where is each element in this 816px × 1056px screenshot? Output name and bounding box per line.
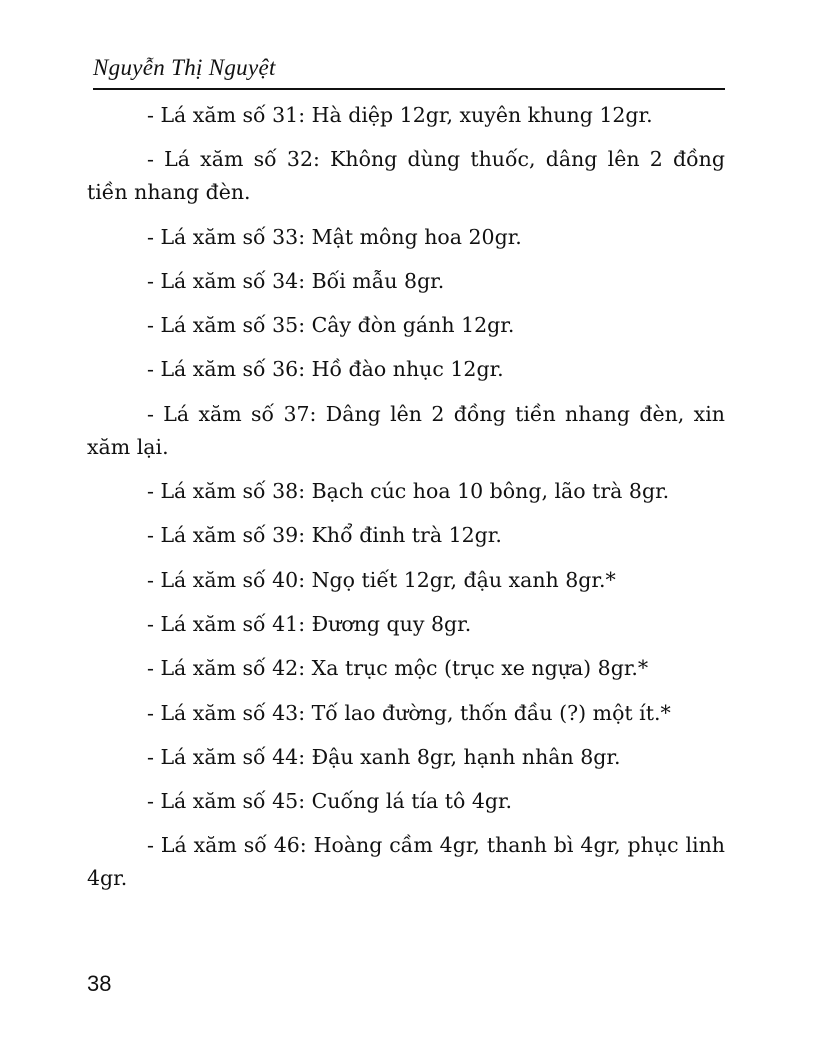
body-text [87,99,725,907]
page-number: 38 [87,971,112,996]
entry-42: - Lá xăm số 42: Xa trục mộc (trục xe ngựa) 8gr.* [147,656,649,681]
entry-41: - Lá xăm số 41: Đương quy 8gr. [147,611,472,636]
entry-36: - Lá xăm số 36: Hồ đào nhục 12gr. [147,357,504,382]
entry-40: - Lá xăm số 40: Ngọ tiết 12gr, đậu xanh 8gr.* [147,567,616,592]
entry-33: - Lá xăm số 33: Mật mông hoa 20gr. [147,224,522,249]
entry-43: - Lá xăm số 43: Tố lao đường, thốn đầu (?) một ít.* [147,700,671,725]
entry-31: - Lá xăm số 31: Hà diệp 12gr, xuyên khung 12gr. [147,103,653,127]
entry-32: - Lá xăm số 32: Không dùng thuốc, dâng lên 2 đồng tiền nhang đèn. [87,147,725,205]
header-author: Nguyễn Thị Nguyệt [93,55,276,80]
entry-46: - Lá xăm số 46: Hoàng cầm 4gr, thanh bì 4gr, phục linh 4gr. [87,833,725,891]
entry-35: - Lá xăm số 35: Cây đòn gánh 12gr. [147,313,515,338]
entry-44: - Lá xăm số 44: Đậu xanh 8gr, hạnh nhân 8gr. [147,744,621,769]
entry-34: - Lá xăm số 34: Bối mẫu 8gr. [147,268,445,293]
entry-45: - Lá xăm số 45: Cuống lá tía tô 4gr. [147,789,513,814]
entry-38: - Lá xăm số 38: Bạch cúc hoa 10 bông, lão trà 8gr. [147,479,670,504]
entry-39: - Lá xăm số 39: Khổ đinh trà 12gr. [147,523,502,548]
entry-37: - Lá xăm số 37: Dâng lên 2 đồng tiền nhang đèn, xin xăm lại. [87,401,725,459]
running-header [93,54,725,90]
